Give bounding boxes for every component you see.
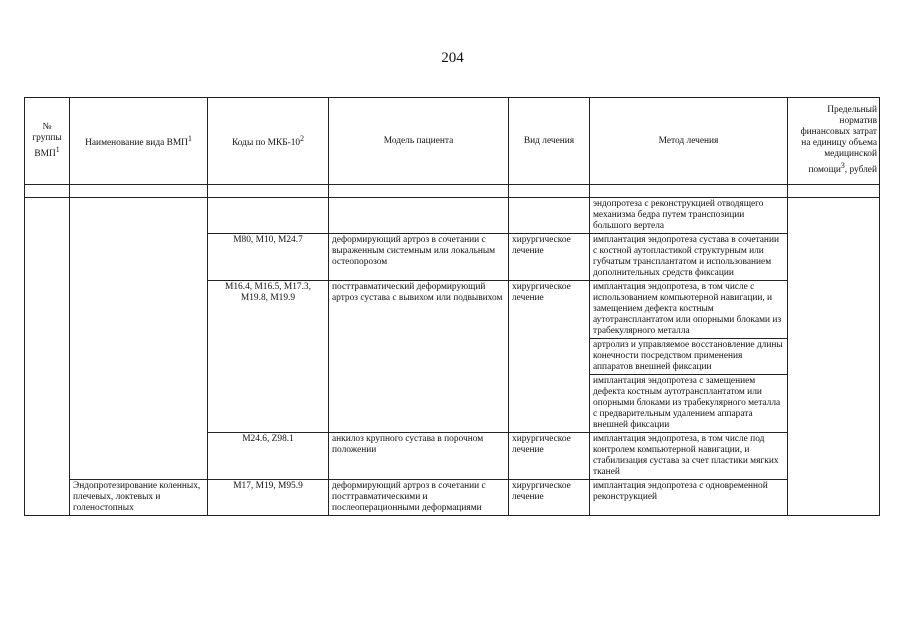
treatment-method-cell: имплантация эндопротеза с замещением дефекта костным аутотрансплантатом или опорными блоками из трабекулярного металла с предварительным удалением аппарата внешней фиксации [590, 375, 788, 433]
patient-model-cell: посттравматический деформирующий артроз сустава с вывихом или подвывихом [329, 281, 509, 433]
treatment-method-cell: имплантация эндопротеза с одновременной реконструкцией [590, 480, 788, 516]
header-vmp-name [70, 98, 208, 185]
icd-codes-cell: M16.4, M16.5, M17.3, M19.8, M19.9 [208, 281, 329, 433]
header-treatment-method: Метод лечения [590, 98, 788, 185]
header-vmp: ВМП [34, 149, 56, 160]
treatment-method-cell: имплантация эндопротеза, в том числе под контролем компьютерной навигации, и стабилизация сустава за счет пластики мягких тканей [590, 433, 788, 480]
treatment-type-cell: хирургическое лечение [509, 281, 590, 433]
footnote-mark: 2 [300, 133, 305, 143]
group-number-cell [25, 198, 70, 516]
footnote-mark: 3 [840, 161, 845, 171]
treatment-type-cell: хирургическое лечение [509, 480, 590, 516]
table-row [25, 198, 880, 234]
spacer-row [25, 185, 880, 198]
treatment-type-cell: хирургическое лечение [509, 433, 590, 480]
header-icd-codes [208, 98, 329, 185]
header-group: группы [32, 132, 62, 143]
treatment-method-cell: имплантация эндопротеза сустава в сочетании с костной аутопластикой структурным или губчатым трансплантатом и использованием дополнительных средств фиксации [590, 234, 788, 281]
treatment-method-cell: артролиз и управляемое восстановление длины конечности посредством применения аппаратов внешней фиксации [590, 339, 788, 375]
footnote-mark: 1 [187, 133, 192, 143]
header-cost-norm-unit: , рублей [844, 165, 877, 176]
header-vmp-name-text: Наименование вида ВМП [85, 138, 188, 149]
icd-codes-cell: M80, M10, M24.7 [208, 234, 329, 281]
header-group-number [25, 98, 70, 185]
treatment-type-cell [509, 198, 590, 234]
header-cost-norm-text: Предельный норматив финансовых затрат на единицу объема медицинской помощи [800, 105, 877, 176]
header-cost-norm [788, 98, 880, 185]
header-treatment-type: Вид лечения [509, 98, 590, 185]
treatment-method-cell: имплантация эндопротеза, в том числе с использованием компьютерной навигации, и замещением дефекта костным аутотрансплантатом или опорными блоками из трабекулярного металла [590, 281, 788, 339]
icd-codes-cell: M17, M19, M95.9 [208, 480, 329, 516]
patient-model-cell: деформирующий артроз в сочетании с выраженным системным или локальным остеопорозом [329, 234, 509, 281]
vmp-name-cell [70, 198, 208, 480]
treatment-type-cell: хирургическое лечение [509, 234, 590, 281]
cost-norm-cell [788, 198, 880, 516]
footnote-mark: 1 [55, 144, 60, 154]
header-icd-codes-text: Коды по МКБ-10 [231, 138, 301, 149]
icd-codes-cell [208, 198, 329, 234]
patient-model-cell: анкилоз крупного сустава в порочном положении [329, 433, 509, 480]
icd-codes-cell: M24.6, Z98.1 [208, 433, 329, 480]
header-patient-model: Модель пациента [329, 98, 509, 185]
patient-model-cell: деформирующий артроз в сочетании с посттравматическими и послеоперационными деформациями [329, 480, 509, 516]
page-number: 204 [441, 50, 464, 66]
treatment-table [24, 97, 880, 516]
header-row [25, 98, 880, 185]
patient-model-cell [329, 198, 509, 234]
treatment-method-cell: эндопротеза с реконструкцией отводящего механизма бедра путем транспозиции большого вертела [590, 198, 788, 234]
table-row [25, 480, 880, 516]
header-no: № [42, 121, 52, 132]
vmp-name-cell: Эндопротезирование коленных, плечевых, локтевых и голеностопных [70, 480, 208, 516]
